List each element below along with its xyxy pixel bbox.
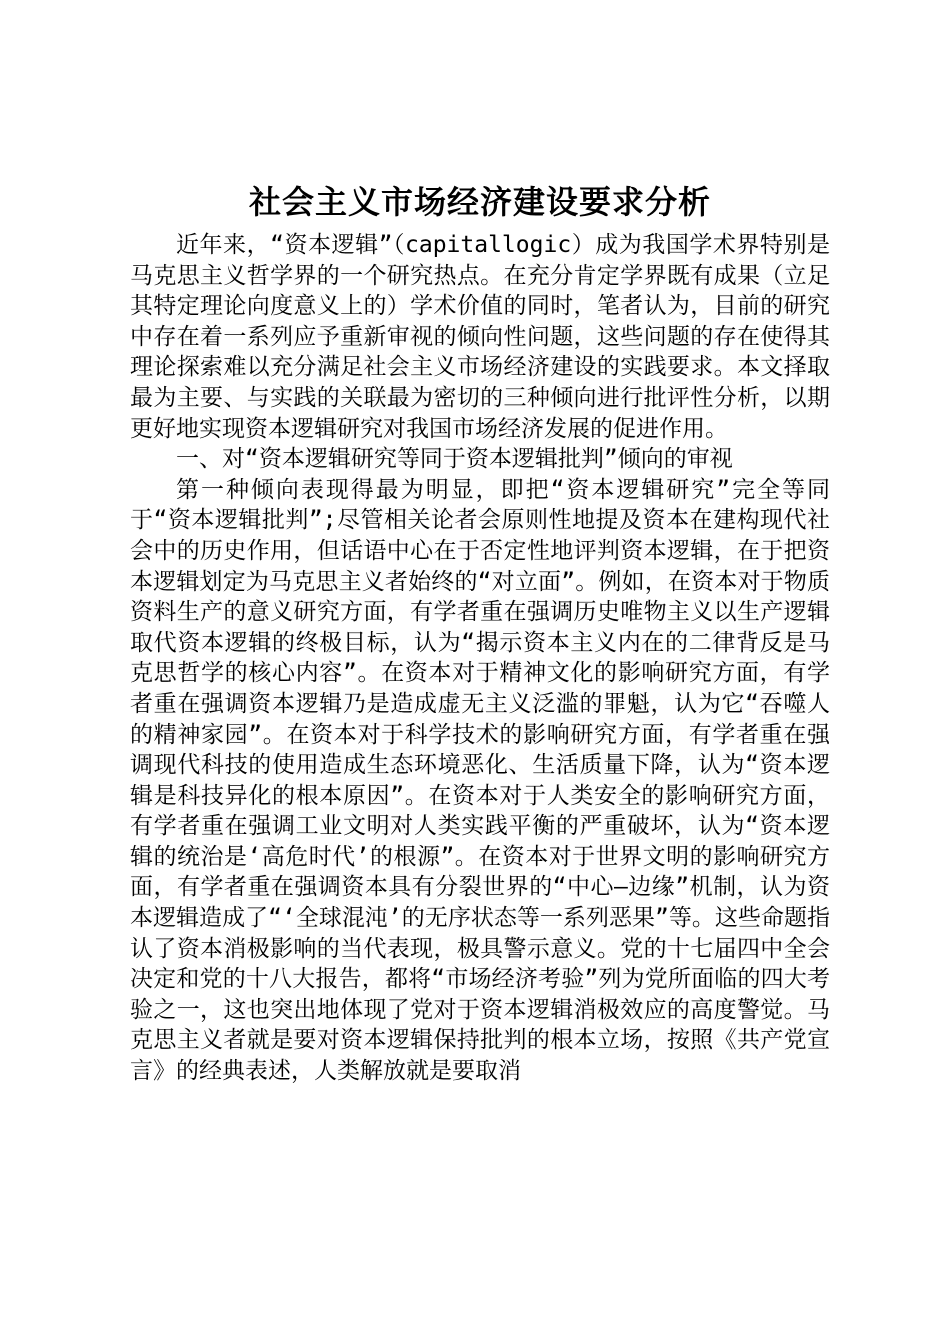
section-paragraph: 第一种倾向表现得最为明显，即把“资本逻辑研究”完全等同于“资本逻辑批判”;尽管相关论者会原则性地提及资本在建构现代社会中的历史作用，但话语中心在于否定性地评判资本逻辑，在于把资本逻辑划定为马克思主义者始终的“对立面”。例如，在资本对于物质资料生产的意义研究方面，有学者重在强调历史唯物主义以生产逻辑取代资本逻辑的终极目标，认为“揭示资本主义内在的二律背反是马克思哲学的核心内容”。在资本对于精神文化的影响研究方面，有学者重在强调资本逻辑乃是造成虚无主义泛滥的罪魁，认为它“吞噬人的精神家园”。在资本对于科学技术的影响研究方面，有学者重在强调现代科技的使用造成生态环境恶化、生活质量下降，认为“资本逻辑是科技异化的根本原因”。在资本对于人类安全的影响研究方面，有学者重在强调工业文明对人类实践平衡的严重破坏，认为“资本逻辑的统治是‘高危时代’的根源”。在资本对于世界文明的影响研究方面，有学者重在强调资本具有分裂世界的“中心—边缘”机制，认为资本逻辑造成了“‘全球混沌’的无序状态等一系列恶果”等。这些命题指认了资本消极影响的当代表现，极具警示意义。党的十七届四中全会决定和党的十八大报告，都将“市场经济考验”列为党所面临的四大考验之一，这也突出地体现了党对于资本逻辑消极效应的高度警觉。马克思主义者就是要对资本逻辑保持批判的根本立场，按照《共产党宣言》的经典表述，人类解放就是要取消 (130, 476, 830, 1085)
document-page (130, 180, 830, 1087)
section-heading: 一、对“资本逻辑研究等同于资本逻辑批判”倾向的审视 (176, 446, 733, 473)
document-title: 社会主义市场经济建设要求分析 (248, 183, 711, 221)
intro-paragraph: 近年来，“资本逻辑”（capitallogic）成为我国学术界特别是马克思主义哲学界的一个研究热点。在充分肯定学界既有成果（立足其特定理论向度意义上的）学术价值的同时，笔者认为，目前的研究中存在着一系列应予重新审视的倾向性问题，这些问题的存在使得其理论探索难以充分满足社会主义市场经济建设的实践要求。本文择取最为主要、与实践的关联最为密切的三种倾向进行批评性分析，以期更好地实现资本逻辑研究对我国市场经济发展的促进作用。 (130, 232, 830, 442)
